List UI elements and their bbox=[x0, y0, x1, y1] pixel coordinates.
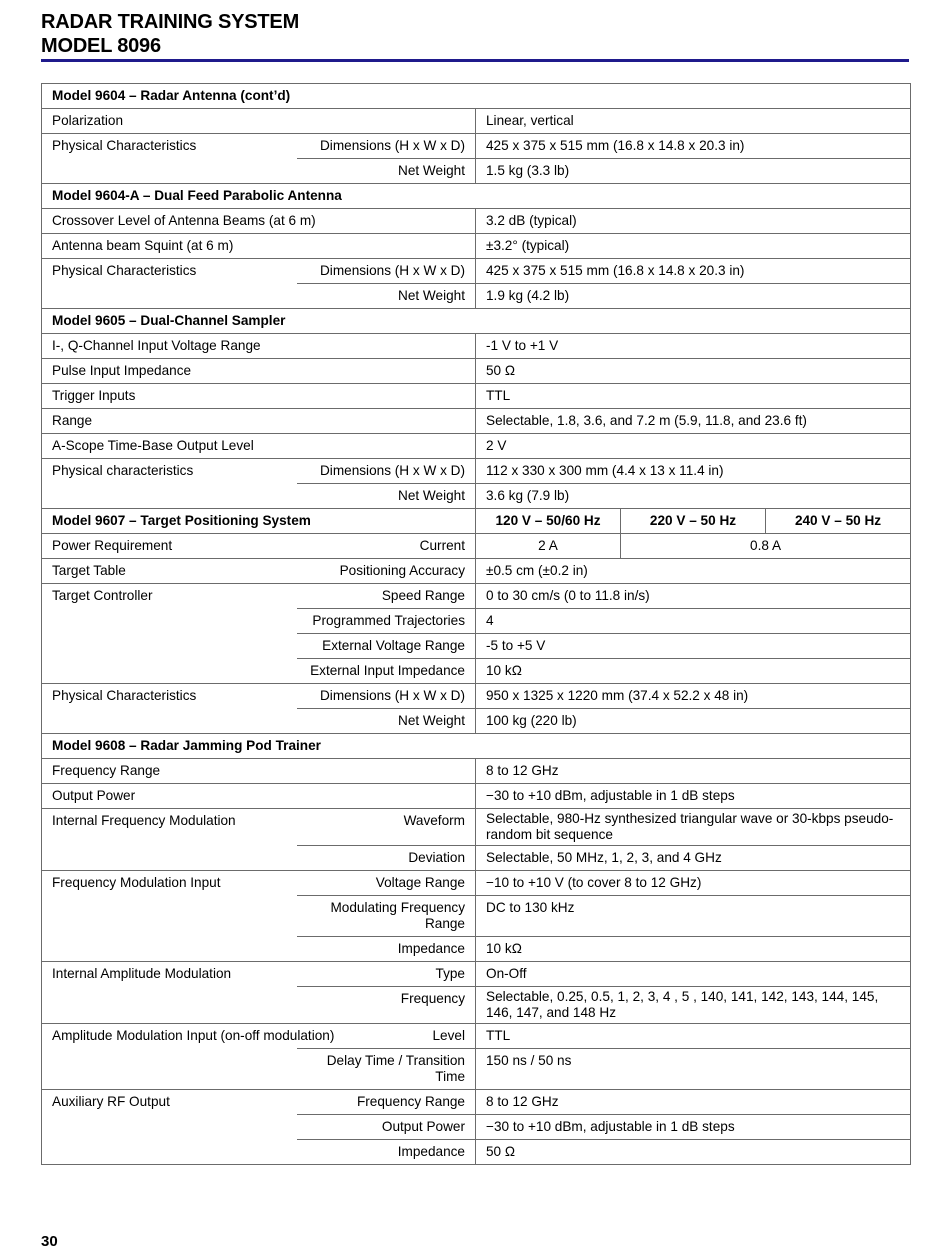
header-rule bbox=[41, 59, 909, 62]
row-label: Amplitude Modulation Input (on-off modulation) bbox=[42, 1024, 297, 1090]
row-sublabel: Voltage Range bbox=[297, 871, 476, 896]
row-value: 112 x 330 x 300 mm (4.4 x 13 x 11.4 in) bbox=[476, 459, 911, 484]
section-row bbox=[42, 509, 911, 534]
row-value: 1.5 kg (3.3 lb) bbox=[476, 159, 911, 184]
row-value: −30 to +10 dBm, adjustable in 1 dB steps bbox=[476, 784, 911, 809]
row-sublabel: Frequency Range bbox=[297, 1090, 476, 1115]
row-sublabel: Output Power bbox=[297, 1115, 476, 1140]
row-sublabel: Positioning Accuracy bbox=[297, 559, 476, 584]
table-row bbox=[42, 759, 911, 784]
table-row bbox=[42, 259, 911, 284]
row-value: 50 Ω bbox=[476, 359, 911, 384]
row-sublabel: Dimensions (H x W x D) bbox=[297, 134, 476, 159]
section-row bbox=[42, 84, 911, 109]
row-label: Polarization bbox=[42, 109, 476, 134]
table-row bbox=[42, 962, 911, 987]
row-value: Selectable, 980-Hz synthesized triangular wave or 30-kbps pseudo-random bit sequence bbox=[476, 809, 911, 846]
section-title-9607: Model 9607 – Target Positioning System bbox=[42, 509, 476, 534]
row-label: Physical Characteristics bbox=[42, 684, 297, 734]
table-row bbox=[42, 871, 911, 896]
row-value: 425 x 375 x 515 mm (16.8 x 14.8 x 20.3 in) bbox=[476, 259, 911, 284]
header-title: RADAR TRAINING SYSTEM bbox=[41, 11, 300, 33]
section-row bbox=[42, 184, 911, 209]
table-row bbox=[42, 559, 911, 584]
row-value: 8 to 12 GHz bbox=[476, 759, 911, 784]
row-value: Linear, vertical bbox=[476, 109, 911, 134]
row-sublabel: Modulating Frequency Range bbox=[297, 896, 476, 937]
row-value: 3.6 kg (7.9 lb) bbox=[476, 484, 911, 509]
row-value: 10 kΩ bbox=[476, 937, 911, 962]
row-label: Frequency Range bbox=[42, 759, 476, 784]
table-row bbox=[42, 1024, 911, 1049]
row-label: Physical Characteristics bbox=[42, 134, 297, 184]
row-label: Target Table bbox=[42, 559, 297, 584]
table-row bbox=[42, 109, 911, 134]
row-sublabel: Net Weight bbox=[297, 159, 476, 184]
row-label: I-, Q-Channel Input Voltage Range bbox=[42, 334, 476, 359]
row-sublabel: Waveform bbox=[297, 809, 476, 846]
row-label: A-Scope Time-Base Output Level bbox=[42, 434, 476, 459]
page-number: 30 bbox=[41, 1233, 58, 1250]
column-header-120v: 120 V – 50/60 Hz bbox=[476, 509, 621, 534]
row-value: −10 to +10 V (to cover 8 to 12 GHz) bbox=[476, 871, 911, 896]
row-value: 2 V bbox=[476, 434, 911, 459]
row-value: TTL bbox=[476, 384, 911, 409]
header-model: MODEL 8096 bbox=[41, 35, 161, 57]
row-label: Antenna beam Squint (at 6 m) bbox=[42, 234, 476, 259]
row-value: Selectable, 50 MHz, 1, 2, 3, and 4 GHz bbox=[476, 846, 911, 871]
table-row bbox=[42, 534, 911, 559]
row-sublabel: Programmed Trajectories bbox=[297, 609, 476, 634]
table-row bbox=[42, 209, 911, 234]
row-label: Trigger Inputs bbox=[42, 384, 476, 409]
table-row bbox=[42, 684, 911, 709]
table-row bbox=[42, 409, 911, 434]
row-value: 150 ns / 50 ns bbox=[476, 1049, 911, 1090]
section-title-9605: Model 9605 – Dual-Channel Sampler bbox=[42, 309, 911, 334]
row-value: ±0.5 cm (±0.2 in) bbox=[476, 559, 911, 584]
row-value: 8 to 12 GHz bbox=[476, 1090, 911, 1115]
row-value: 0.8 A bbox=[621, 534, 911, 559]
row-sublabel: External Voltage Range bbox=[297, 634, 476, 659]
row-value: 1.9 kg (4.2 lb) bbox=[476, 284, 911, 309]
row-label: Power Requirement bbox=[42, 534, 297, 559]
column-header-220v: 220 V – 50 Hz bbox=[621, 509, 766, 534]
row-value: On-Off bbox=[476, 962, 911, 987]
row-value: TTL bbox=[476, 1024, 911, 1049]
row-sublabel: Delay Time / Transition Time bbox=[297, 1049, 476, 1090]
page-header bbox=[41, 10, 909, 58]
row-value: 50 Ω bbox=[476, 1140, 911, 1165]
row-sublabel: Net Weight bbox=[297, 484, 476, 509]
row-sublabel: Impedance bbox=[297, 937, 476, 962]
row-value: 3.2 dB (typical) bbox=[476, 209, 911, 234]
row-value: 100 kg (220 lb) bbox=[476, 709, 911, 734]
row-label: Physical characteristics bbox=[42, 459, 297, 509]
row-value: Selectable, 1.8, 3.6, and 7.2 m (5.9, 11.8, and 23.6 ft) bbox=[476, 409, 911, 434]
row-label: Pulse Input Impedance bbox=[42, 359, 476, 384]
table-row bbox=[42, 334, 911, 359]
row-label: Output Power bbox=[42, 784, 476, 809]
row-value: Selectable, 0.25, 0.5, 1, 2, 3, 4 , 5 , 140, 141, 142, 143, 144, 145, 146, 147, and 148 Hz bbox=[476, 987, 911, 1024]
row-label: Crossover Level of Antenna Beams (at 6 m) bbox=[42, 209, 476, 234]
table-row bbox=[42, 809, 911, 846]
section-title-9604a: Model 9604-A – Dual Feed Parabolic Antenna bbox=[42, 184, 911, 209]
table-row bbox=[42, 459, 911, 484]
row-label: Target Controller bbox=[42, 584, 297, 684]
row-value: 0 to 30 cm/s (0 to 11.8 in/s) bbox=[476, 584, 911, 609]
row-value: DC to 130 kHz bbox=[476, 896, 911, 937]
row-sublabel: Level bbox=[297, 1024, 476, 1049]
section-row bbox=[42, 309, 911, 334]
row-sublabel: Deviation bbox=[297, 846, 476, 871]
row-value: 2 A bbox=[476, 534, 621, 559]
section-row bbox=[42, 734, 911, 759]
row-value: ±3.2° (typical) bbox=[476, 234, 911, 259]
row-value: −30 to +10 dBm, adjustable in 1 dB steps bbox=[476, 1115, 911, 1140]
table-row bbox=[42, 384, 911, 409]
row-sublabel: Frequency bbox=[297, 987, 476, 1024]
row-sublabel: Dimensions (H x W x D) bbox=[297, 684, 476, 709]
row-sublabel: Net Weight bbox=[297, 709, 476, 734]
row-label: Internal Frequency Modulation bbox=[42, 809, 297, 871]
row-value: 4 bbox=[476, 609, 911, 634]
column-header-240v: 240 V – 50 Hz bbox=[766, 509, 911, 534]
table-row bbox=[42, 784, 911, 809]
table-row bbox=[42, 359, 911, 384]
row-value: 950 x 1325 x 1220 mm (37.4 x 52.2 x 48 in) bbox=[476, 684, 911, 709]
table-row bbox=[42, 584, 911, 609]
section-title-9608: Model 9608 – Radar Jamming Pod Trainer bbox=[42, 734, 911, 759]
row-sublabel: Net Weight bbox=[297, 284, 476, 309]
row-sublabel: Speed Range bbox=[297, 584, 476, 609]
table-row bbox=[42, 134, 911, 159]
spec-table bbox=[41, 83, 911, 1165]
row-sublabel: Dimensions (H x W x D) bbox=[297, 259, 476, 284]
section-title-9604: Model 9604 – Radar Antenna (cont’d) bbox=[42, 84, 911, 109]
table-row bbox=[42, 1090, 911, 1115]
row-label: Range bbox=[42, 409, 476, 434]
row-label: Auxiliary RF Output bbox=[42, 1090, 297, 1165]
row-value: -5 to +5 V bbox=[476, 634, 911, 659]
row-value: 425 x 375 x 515 mm (16.8 x 14.8 x 20.3 in) bbox=[476, 134, 911, 159]
row-sublabel: Type bbox=[297, 962, 476, 987]
table-row bbox=[42, 234, 911, 259]
row-sublabel: External Input Impedance bbox=[297, 659, 476, 684]
row-label: Physical Characteristics bbox=[42, 259, 297, 309]
row-value: 10 kΩ bbox=[476, 659, 911, 684]
row-value: -1 V to +1 V bbox=[476, 334, 911, 359]
row-label: Frequency Modulation Input bbox=[42, 871, 297, 962]
table-row bbox=[42, 434, 911, 459]
row-label: Internal Amplitude Modulation bbox=[42, 962, 297, 1024]
row-sublabel: Current bbox=[297, 534, 476, 559]
row-sublabel: Dimensions (H x W x D) bbox=[297, 459, 476, 484]
row-sublabel: Impedance bbox=[297, 1140, 476, 1165]
